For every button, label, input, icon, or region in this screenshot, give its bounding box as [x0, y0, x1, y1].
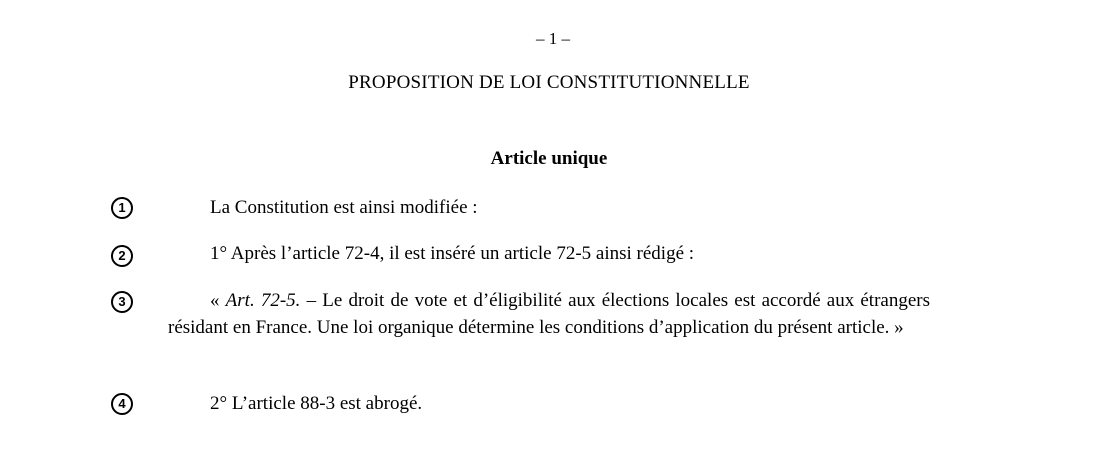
- article-heading: Article unique: [490, 148, 608, 169]
- alinea-marker-1: 1: [111, 197, 133, 219]
- alinea-3-body: – Le droit de vote et d’éligibilité aux élections locales est accordé aux étrangers résidant en France. Une loi organique détermine les conditions d’application du présent article. »: [168, 290, 931, 338]
- alinea-3-text: [168, 287, 930, 341]
- alinea-1-text: La Constitution est ainsi modifiée :: [210, 197, 478, 218]
- alinea-4-text: 2° L’article 88-3 est abrogé.: [210, 393, 423, 414]
- page-number: – 1 –: [536, 29, 570, 48]
- alinea-2-text: 1° Après l’article 72-4, il est inséré un article 72-5 ainsi rédigé :: [210, 243, 695, 264]
- alinea-marker-2: 2: [111, 245, 133, 267]
- alinea-marker-4: 4: [111, 393, 133, 415]
- alinea-marker-3: 3: [111, 291, 133, 313]
- quote-open: «: [210, 290, 226, 311]
- article-reference: Art. 72-5.: [225, 290, 301, 311]
- document-title: PROPOSITION DE LOI CONSTITUTIONNELLE: [348, 72, 750, 93]
